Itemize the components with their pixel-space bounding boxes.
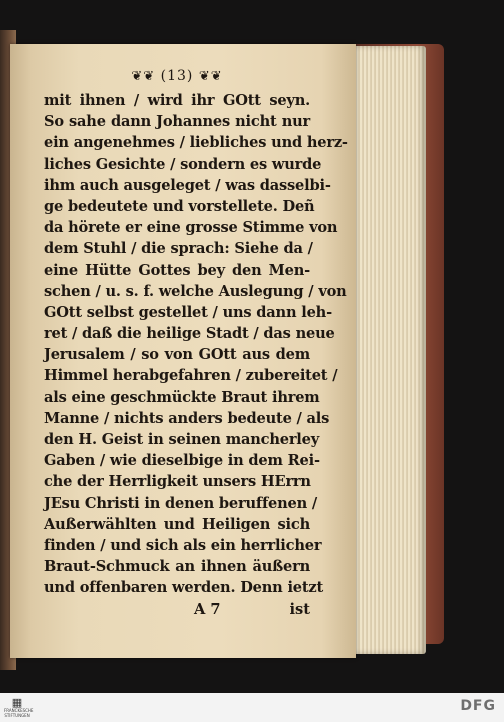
text-line: liches Gesichte / sondern es wurde [44, 155, 322, 173]
header-ornament-left-icon: ❦❦ [131, 69, 156, 84]
text-line: und offenbaren werden. Denn ietzt [44, 579, 324, 597]
text-line: als eine geschmückte Braut ihrem [44, 388, 320, 406]
text-line: ge bedeutete und vorstellete. Deñ [44, 197, 315, 215]
text-line: da hörete er eine grosse Stimme von [44, 219, 338, 237]
page-text-block [44, 68, 348, 620]
signature-line [44, 599, 310, 620]
page-header [44, 68, 310, 86]
text-line: Gaben / wie dieselbige in dem Rei- [44, 452, 320, 470]
text-line: GOtt selbst gestellet / uns dann leh- [44, 303, 332, 321]
francke-logo-text: FRANCKESCHE STIFTUNGEN [4, 708, 34, 718]
page-number: (13) [160, 68, 194, 84]
text-line: mit ihnen / wird ihr GOtt seyn. [44, 92, 310, 109]
page-edges [348, 46, 426, 654]
francke-logo-icon: ▦ [11, 696, 23, 709]
text-line: den H. Geist in seinen mancherley [44, 431, 320, 448]
text-line: ihm auch ausgeleget / was dasselbi- [44, 176, 331, 194]
text-line: ret / daß die heilige Stadt / das neue [44, 325, 335, 343]
text-lines [44, 90, 348, 599]
text-line: eine Hütte Gottes bey den Men- [44, 261, 310, 279]
text-line: finden / und sich als ein herrlicher [44, 536, 322, 554]
catchword: ist [289, 600, 310, 618]
text-line: ein angenehmes / liebliches und herz- [44, 134, 348, 152]
text-line: schen / u. s. f. welche Auslegung / von [44, 282, 347, 300]
text-line: dem Stuhl / die sprach: Siehe da / [44, 240, 313, 258]
text-line: Außerwählten und Heiligen sich [44, 515, 310, 533]
header-ornament-right-icon: ❦❦ [198, 69, 223, 84]
text-line: Manne / nichts anders bedeute / als [44, 409, 330, 427]
text-line: Braut-Schmuck an ihnen äußern [44, 558, 310, 576]
text-line: Himmel herabgefahren / zubereitet / [44, 367, 338, 385]
text-line: JEsu Christi in denen beruffenen / [44, 494, 318, 512]
text-line: So sahe dann Johannes nicht nur [44, 113, 310, 131]
dfg-logo: DFG [460, 698, 496, 714]
francke-logo [4, 696, 34, 719]
text-line: che der Herrligkeit unsers HErrn [44, 473, 311, 491]
signature-mark: A 7 [194, 600, 221, 618]
viewer-footer [0, 693, 504, 722]
text-line: Jerusalem / so von GOtt aus dem [44, 346, 310, 364]
book-page [10, 44, 356, 658]
